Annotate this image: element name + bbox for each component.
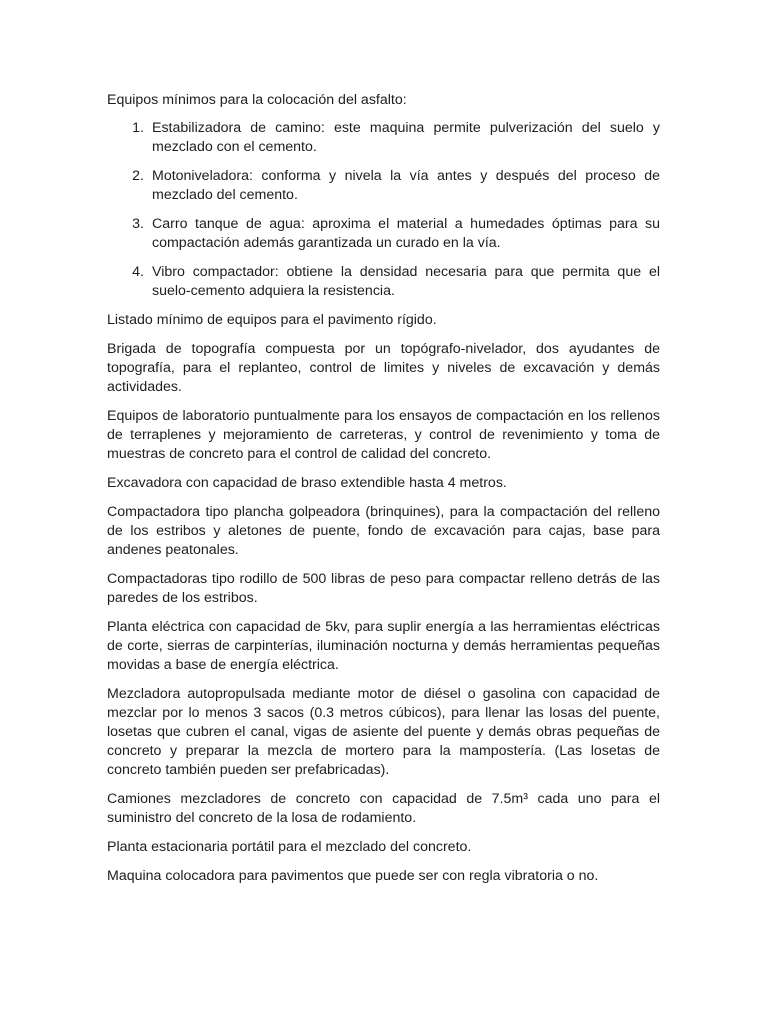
paragraph: Compactadora tipo plancha golpeadora (brinquines), para la compactación del relleno de los estribos y aletones de puente, fondo de excavación para cajas, base para andenes peatonales. [107, 504, 660, 558]
list-number: 2. [132, 168, 144, 184]
paragraph: Planta eléctrica con capacidad de 5kv, para suplir energía a las herramientas eléctricas de corte, sierras de carpinterías, iluminación nocturna y demás herramientas pequeñas movidas a base de energía eléctrica. [107, 619, 660, 673]
list-number: 3. [132, 216, 144, 232]
list-item [107, 119, 660, 157]
list-text: Carro tanque de agua: aproxima el material a humedades óptimas para su compactación además garantizada un curado en la vía. [152, 216, 660, 251]
list-item [107, 263, 660, 301]
paragraph: Compactadoras tipo rodillo de 500 libras de peso para compactar relleno detrás de las paredes de los estribos. [107, 571, 660, 606]
paragraph: Maquina colocadora para pavimentos que puede ser con regla vibratoria o no. [107, 868, 599, 884]
list-text: Motoniveladora: conforma y nivela la vía antes y después del proceso de mezclado del cemento. [152, 168, 660, 203]
list-text: Vibro compactador: obtiene la densidad necesaria para que permita que el suelo-cemento adquiera la resistencia. [152, 264, 660, 299]
list-item [107, 215, 660, 253]
paragraph: Brigada de topografía compuesta por un topógrafo-nivelador, dos ayudantes de topografía, para el replanteo, control de limites y niveles de excavación y demás actividades. [107, 341, 660, 395]
rigid-pavement-heading: Listado mínimo de equipos para el pavimento rígido. [107, 312, 437, 328]
paragraph: Planta estacionaria portátil para el mezclado del concreto. [107, 839, 472, 855]
asphalt-equipment-list [107, 119, 660, 301]
list-text: Estabilizadora de camino: este maquina permite pulverización del suelo y mezclado con el cemento. [152, 120, 660, 155]
document-page [107, 91, 660, 896]
list-item [107, 167, 660, 205]
list-number: 4. [132, 264, 144, 280]
paragraph: Excavadora con capacidad de braso extendible hasta 4 metros. [107, 475, 507, 491]
paragraph: Mezcladora autopropulsada mediante motor de diésel o gasolina con capacidad de mezclar por lo menos 3 sacos (0.3 metros cúbicos), para llenar las losas del puente, losetas que cubren el canal, vigas de asiente del puente y demás obras pequeñas de concreto y preparar la mezcla de mortero para la mampostería. (Las losetas de concreto también pueden ser prefabricadas). [107, 686, 660, 778]
paragraph: Equipos de laboratorio puntualmente para los ensayos de compactación en los rellenos de terraplenes y mejoramiento de carreteras, y control de revenimiento y toma de muestras de concreto para el control de calidad del concreto. [107, 408, 660, 462]
list-number: 1. [132, 120, 144, 136]
paragraph: Camiones mezcladores de concreto con capacidad de 7.5m³ cada uno para el suministro del concreto de la losa de rodamiento. [107, 791, 660, 826]
asphalt-equipment-heading: Equipos mínimos para la colocación del asfalto: [107, 92, 407, 108]
